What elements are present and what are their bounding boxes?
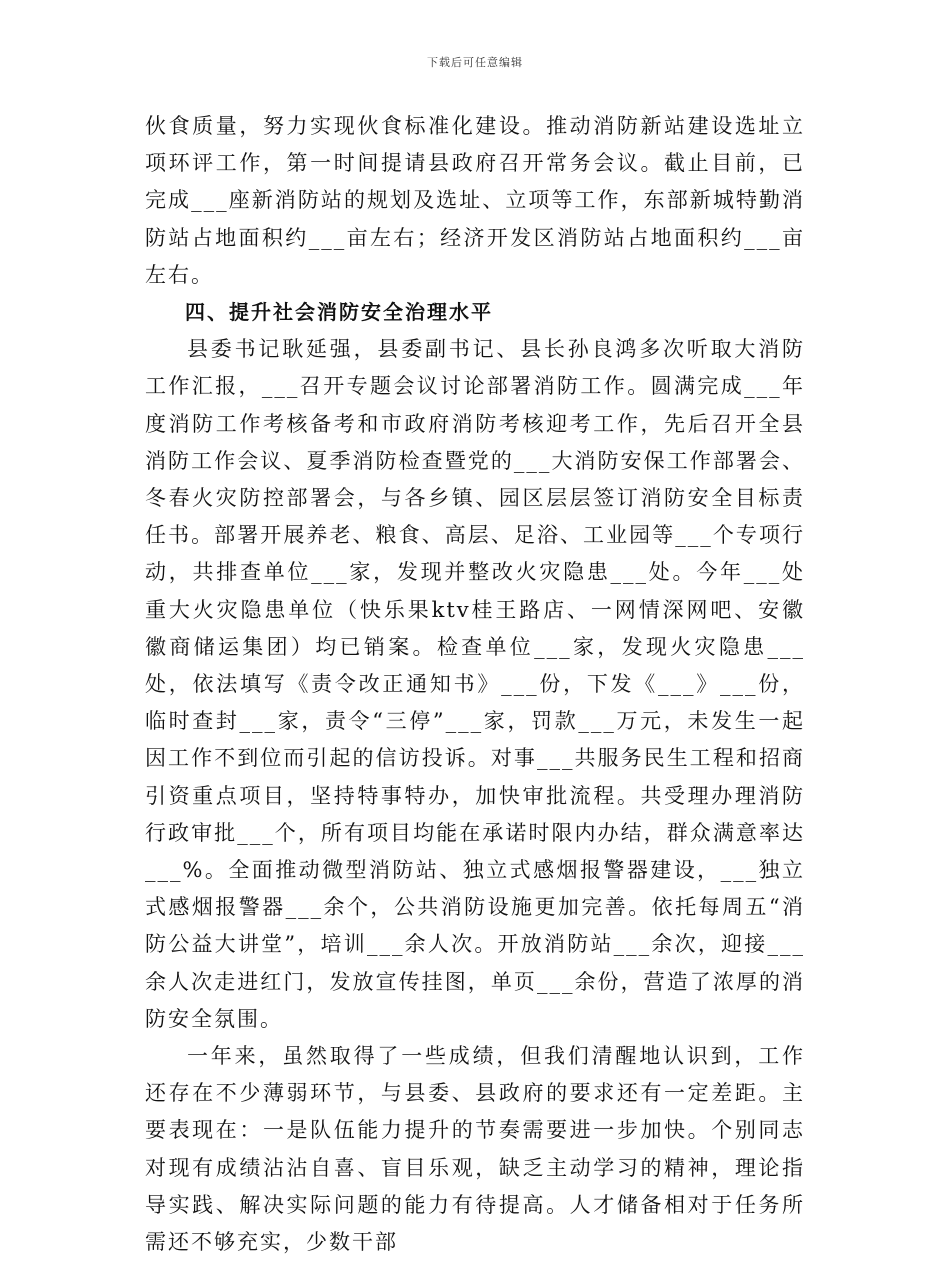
section-heading: 四、提升社会消防安全治理水平 <box>185 300 493 325</box>
document-body <box>145 108 805 1261</box>
paragraph-main: 县委书记耿延强，县委副书记、县长孙良鸿多次听取大消防工作汇报，___召开专题会议讨论部署消防工作。圆满完成___年度消防工作考核备考和市政府消防考核迎考工作，先后召开全县消防工作会议、夏季消防检查暨党的___大消防安保工作部署会、冬春火灾防控部署会，与各乡镇、园区层层签订消防安全目标责任书。部署开展养老、粮食、高层、足浴、工业园等___个专项行动，共排查单位___家，发现并整改火灾隐患___处。今年___处重大火灾隐患单位（快乐果ktv桂王路店、一网情深网吧、安徽徽商储运集团）均已销案。检查单位___家，发现火灾隐患___处，依法填写《责令改正通知书》___份，下发《___》___份，临时查封___家，责令“三停”___家，罚款___万元，未发生一起因工作不到位而引起的信访投诉。对事___共服务民生工程和招商引资重点项目，坚持特事特办，加快审批流程。共受理办理消防行政审批___个，所有项目均能在承诺时限内办结，群众满意率达___%。全面推动微型消防站、独立式感烟报警器建设，___独立式感烟报警器___余个，公共消防设施更加完善。依托每周五“消防公益大讲堂”，培训___余人次。开放消防站___余次，迎接___余人次走进红门，发放宣传挂图，单页___余份，营造了浓厚的消防安全氛围。 <box>145 337 805 1031</box>
paragraph-summary: 一年来，虽然取得了一些成绩，但我们清醒地认识到，工作还存在不少薄弱环节，与县委、县政府的要求还有一定差距。主要表现在：一是队伍能力提升的节奏需要进一步加快。个别同志对现有成绩沾沾自喜、盲目乐观，缺乏主动学习的精神，理论指导实践、解决实际问题的能力有待提高。人才储备相对于任务所需还不够充实，少数干部 <box>145 1044 805 1255</box>
paragraph-continuation: 伙食质量，努力实现伙食标准化建设。推动消防新站建设选址立项环评工作，第一时间提请县政府召开常务会议。截止目前，已完成___座新消防站的规划及选址、立项等工作，东部新城特勤消防站占地面积约___亩左右；经济开发区消防站占地面积约___亩左右。 <box>145 114 805 287</box>
page-header: 下载后可任意编辑 <box>427 56 523 69</box>
